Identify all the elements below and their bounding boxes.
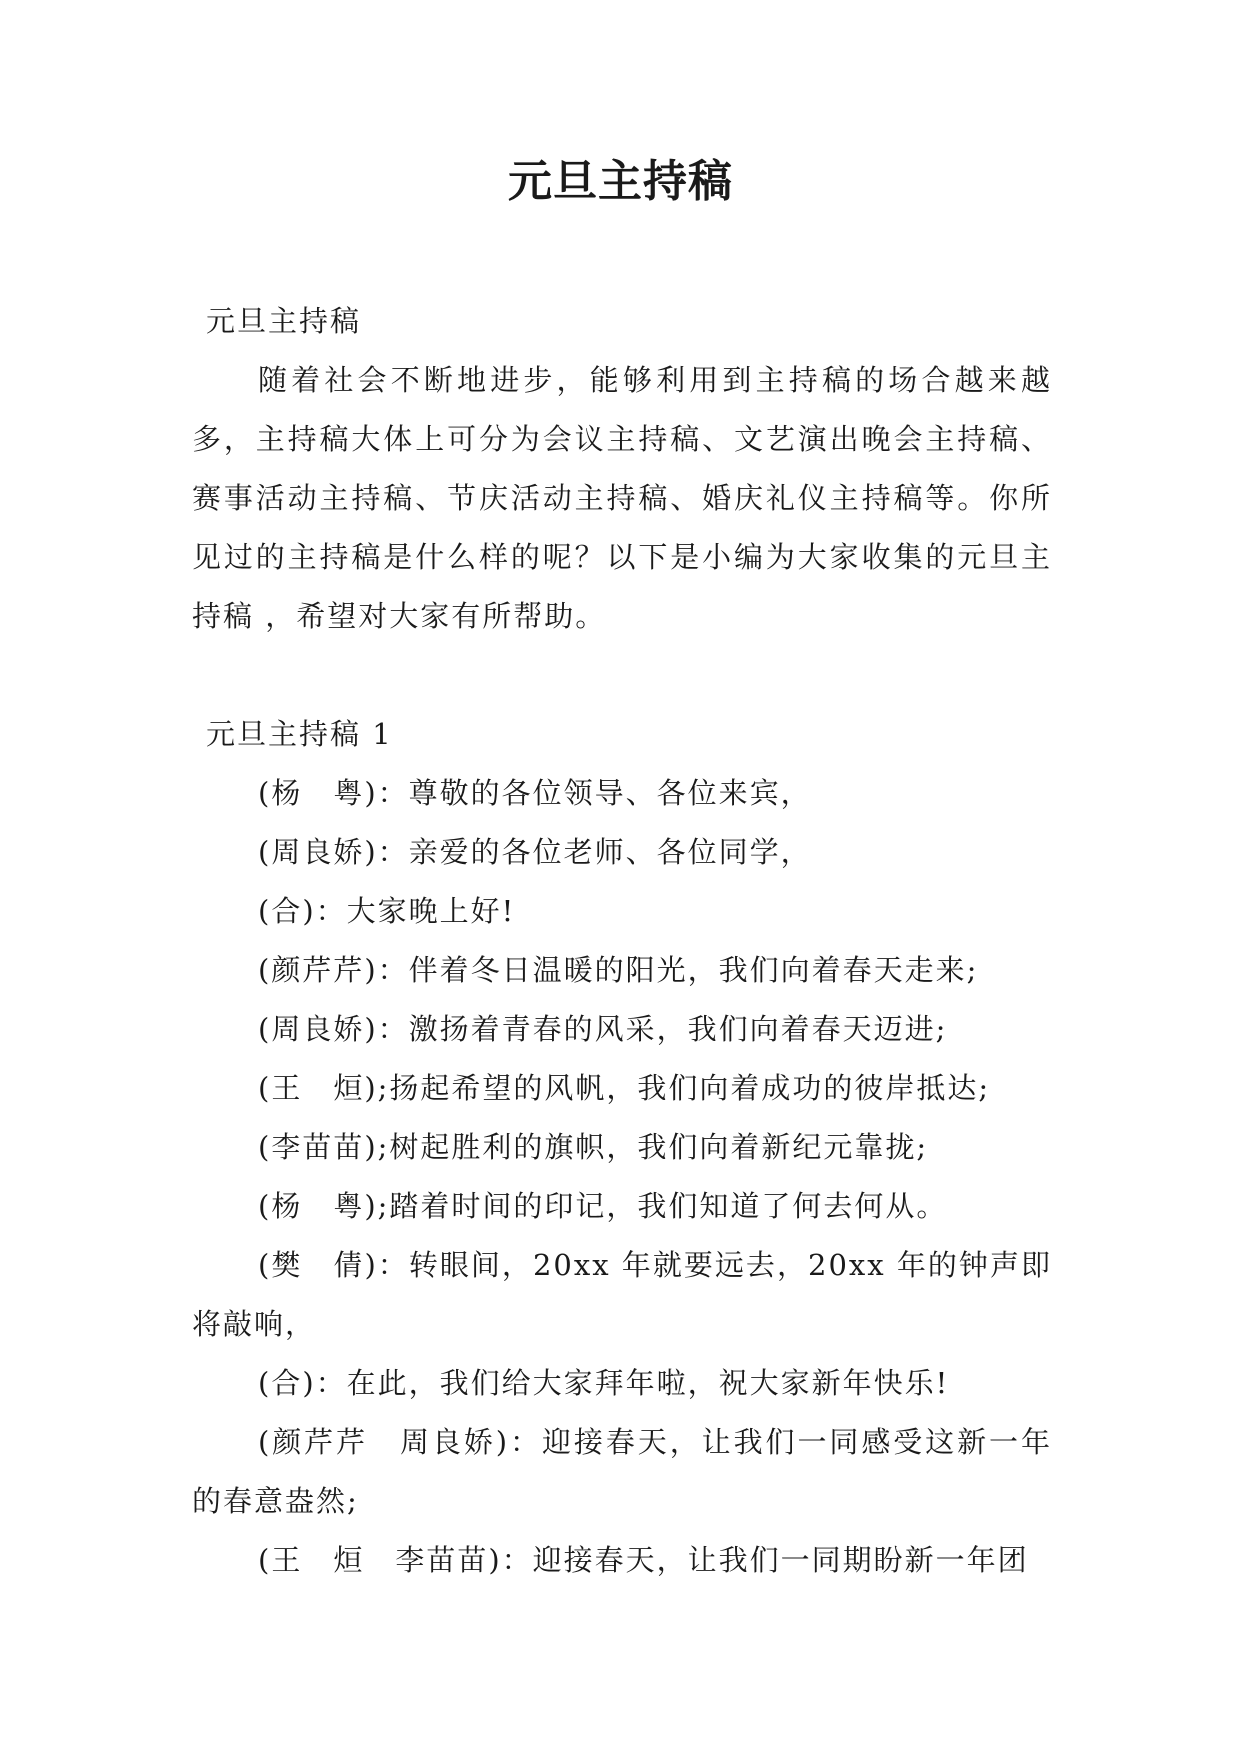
script-line: (李苗苗);树起胜利的旗帜，我们向着新纪元靠拢; (258, 1130, 929, 1164)
document-body (192, 292, 1052, 1590)
script-line: (杨 粤)：尊敬的各位领导、各位来宾， (258, 776, 812, 810)
script-line: (颜芹芹 周良娇)：迎接春天，让我们一同感受这新一年的春意盎然; (192, 1425, 1052, 1518)
intro-paragraph: 随着社会不断地进步，能够利用到主持稿的场合越来越多，主持稿大体上可分为会议主持稿、文艺演出晚会主持稿、赛事活动主持稿、节庆活动主持稿、婚庆礼仪主持稿等。你所见过的主持稿是什么样的呢？以下是小编为大家收集的元旦主持稿 ，希望对大家有所帮助。 (192, 363, 1052, 633)
document-subtitle: 元旦主持稿 (206, 304, 362, 338)
script-line: (樊 倩)：转眼间，20xx 年就要远去，20xx 年的钟声即将敲响， (192, 1248, 1052, 1341)
script-line: (王 烜 李苗苗)：迎接春天，让我们一同期盼新一年团 (258, 1543, 1029, 1577)
script-line: (杨 粤);踏着时间的印记，我们知道了何去何从。 (258, 1189, 948, 1223)
script-line: (颜芹芹)：伴着冬日温暖的阳光，我们向着春天走来; (258, 953, 979, 987)
paragraph-spacer (192, 646, 1052, 705)
script-line: (合)：大家晚上好! (258, 894, 516, 928)
script-line: (周良娇)：激扬着青春的风采，我们向着春天迈进; (258, 1012, 948, 1046)
section-title: 元旦主持稿 1 (206, 717, 393, 751)
script-line: (王 烜);扬起希望的风帆，我们向着成功的彼岸抵达; (258, 1071, 991, 1105)
script-line: (周良娇)：亲爱的各位老师、各位同学， (258, 835, 812, 869)
document-title: 元旦主持稿 (508, 156, 733, 207)
script-line: (合)：在此，我们给大家拜年啦，祝大家新年快乐! (258, 1366, 950, 1400)
